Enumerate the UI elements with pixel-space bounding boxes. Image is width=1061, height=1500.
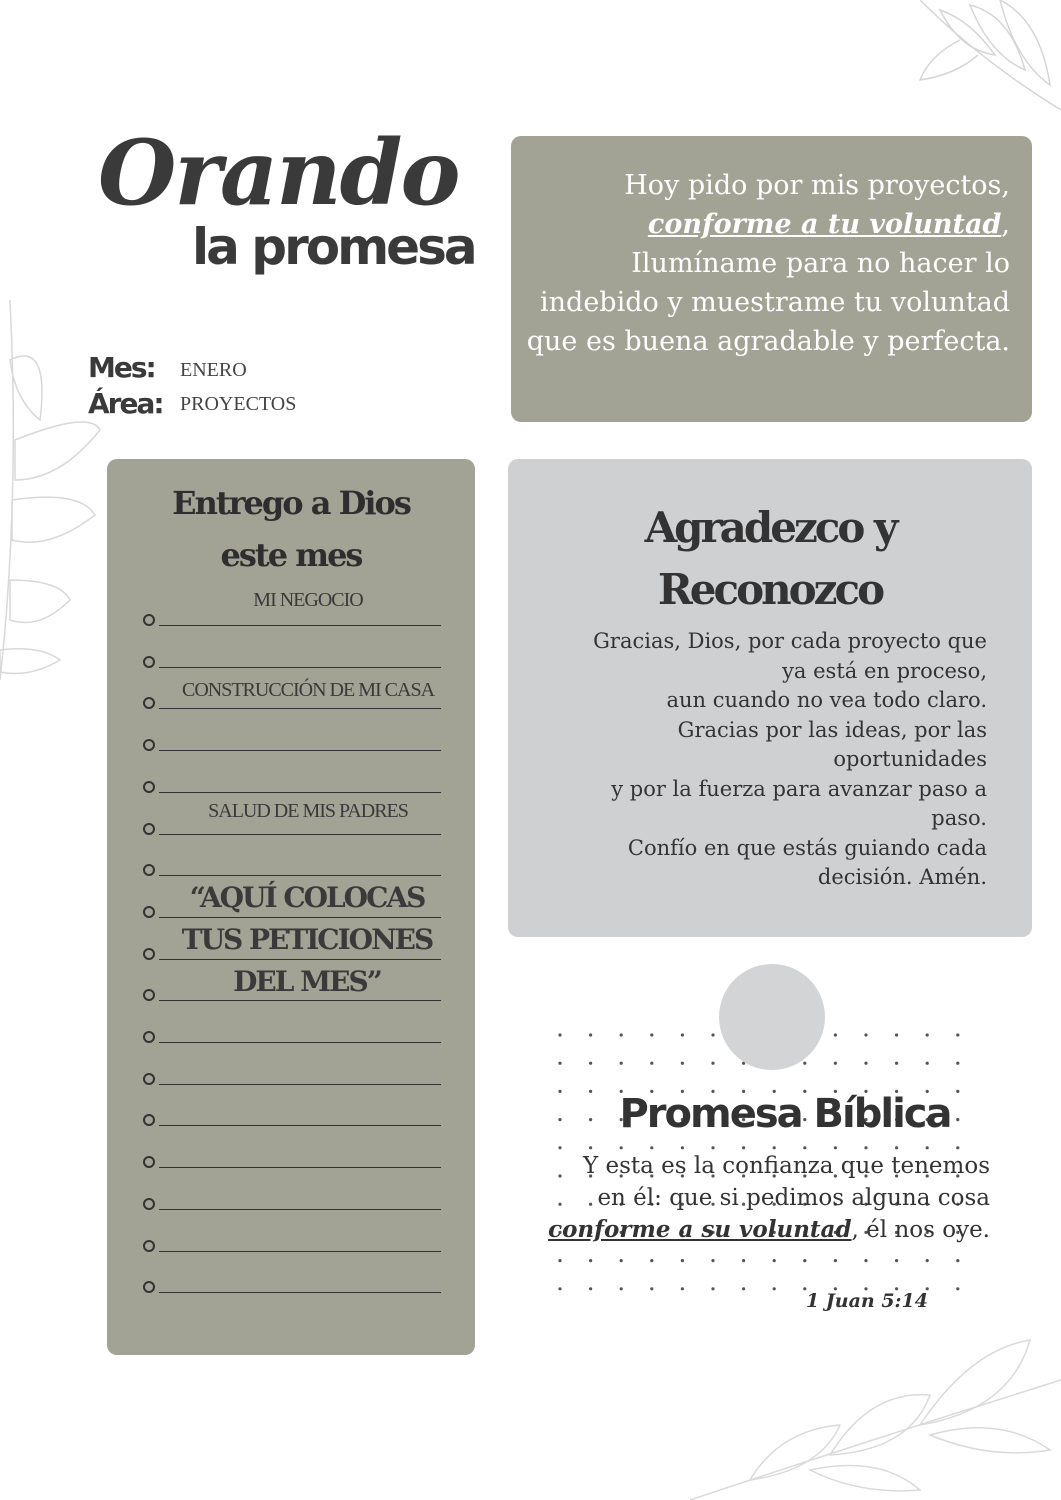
gratitude-title: Agradezco y Reconozco [644, 503, 896, 614]
grid-dot [864, 1033, 867, 1036]
grid-dot [558, 1062, 561, 1065]
grid-dot [926, 1062, 929, 1065]
writing-line [159, 1292, 441, 1293]
gratitude-line: ya está en proceso, [782, 658, 987, 683]
checkbox-circle-icon[interactable] [143, 1198, 155, 1210]
grid-dot [620, 1287, 623, 1290]
grid-dot [589, 1287, 592, 1290]
checkbox-circle-icon[interactable] [143, 906, 155, 918]
grid-dot [742, 1287, 745, 1290]
grid-dot [956, 1287, 959, 1290]
grid-dot [773, 1287, 776, 1290]
checklist-row[interactable] [143, 652, 441, 670]
gratitude-box [508, 459, 1032, 937]
writing-line [159, 834, 441, 835]
grid-dot [956, 1259, 959, 1262]
circle-decoration [719, 964, 825, 1070]
grid-dot [558, 1259, 561, 1262]
writing-line [159, 750, 441, 751]
grid-dot [895, 1259, 898, 1262]
gratitude-text [557, 627, 987, 893]
grid-dot [956, 1146, 959, 1149]
petitions-box [107, 459, 475, 1355]
grid-dot [650, 1033, 653, 1036]
checkbox-circle-icon[interactable] [143, 1073, 155, 1085]
checkbox-circle-icon[interactable] [143, 948, 155, 960]
checkbox-circle-icon[interactable] [143, 1156, 155, 1168]
grid-dot [956, 1033, 959, 1036]
checkbox-circle-icon[interactable] [143, 739, 155, 751]
grid-dot [589, 1259, 592, 1262]
gratitude-line: paso. [931, 806, 987, 830]
gratitude-line: Gracias por las ideas, por las [677, 717, 987, 742]
checklist-row[interactable] [143, 610, 441, 628]
grid-dot [711, 1287, 714, 1290]
promise-line: en él: que si pedimos alguna cosa [597, 1185, 990, 1211]
grid-dot [834, 1146, 837, 1149]
petition-entry[interactable]: MI NEGOCIO [253, 589, 363, 611]
area-value: PROYECTOS [180, 393, 297, 415]
grid-dot [650, 1287, 653, 1290]
grid-dot [589, 1146, 592, 1149]
writing-line [159, 625, 441, 626]
gratitude-line: oportunidades [833, 747, 987, 771]
checklist-row[interactable] [143, 1027, 441, 1045]
writing-line [159, 1167, 441, 1168]
checkbox-circle-icon[interactable] [143, 1240, 155, 1252]
grid-dot [834, 1259, 837, 1262]
writing-line [159, 1209, 441, 1210]
grid-dot [589, 1062, 592, 1065]
gratitude-line: Gracias, Dios, por cada proyecto que [593, 629, 987, 653]
grid-dot [620, 1033, 623, 1036]
leaf-decoration-top-right-icon [900, 0, 1061, 130]
grid-dot [711, 1146, 714, 1149]
checkbox-circle-icon[interactable] [143, 989, 155, 1001]
checkbox-circle-icon[interactable] [143, 1114, 155, 1126]
grid-dot [620, 1259, 623, 1262]
month-value: ENERO [180, 359, 247, 381]
grid-dot [620, 1062, 623, 1065]
grid-dot [926, 1259, 929, 1262]
grid-dot [558, 1146, 561, 1149]
writing-line [159, 667, 441, 668]
promise-line: Y esta es la confianza que tenemos [582, 1153, 990, 1179]
checklist-row[interactable] [143, 1277, 441, 1295]
grid-dot [681, 1033, 684, 1036]
grid-dot [681, 1146, 684, 1149]
checkbox-circle-icon[interactable] [143, 1281, 155, 1293]
gratitude-line: Confío en que estás guiando cada [627, 835, 987, 860]
prayer-emphasis: conforme a tu voluntad [647, 209, 1002, 240]
promise-emphasis: conforme a su voluntad [548, 1216, 852, 1243]
page-subtitle: la promesa [192, 218, 475, 276]
promise-text [540, 1150, 990, 1246]
petition-entry[interactable]: CONSTRUCCIÓN DE MI CASA [181, 679, 435, 701]
writing-line [159, 1125, 441, 1126]
grid-dot [803, 1146, 806, 1149]
grid-dot [773, 1146, 776, 1149]
grid-dot [650, 1062, 653, 1065]
area-label: Área: [88, 387, 163, 420]
prayer-line: indebido y muestrame tu voluntad [540, 287, 1010, 318]
grid-dot [742, 1259, 745, 1262]
grid-dot [803, 1259, 806, 1262]
grid-dot [895, 1062, 898, 1065]
grid-dot [895, 1033, 898, 1036]
checkbox-circle-icon[interactable] [143, 614, 155, 626]
checkbox-circle-icon[interactable] [143, 656, 155, 668]
promise-line: conforme a su voluntad, él nos oye. [548, 1216, 990, 1243]
petition-entry[interactable]: SALUD DE MIS PADRES [208, 800, 408, 822]
grid-dot [681, 1287, 684, 1290]
checklist-row[interactable] [143, 1236, 441, 1254]
grid-dot [681, 1062, 684, 1065]
grid-dot [773, 1259, 776, 1262]
writing-line [159, 708, 441, 709]
grid-dot [742, 1146, 745, 1149]
petitions-title: Entrego a Dios este mes [172, 484, 410, 574]
grid-dot [650, 1259, 653, 1262]
grid-dot [711, 1259, 714, 1262]
checklist-row[interactable] [143, 1069, 441, 1087]
prayer-line: Ilumíname para no hacer lo [631, 248, 1010, 279]
writing-line [159, 1042, 441, 1043]
checklist-row[interactable] [143, 860, 441, 878]
prayer-line: conforme a tu voluntad, [647, 209, 1010, 240]
grid-dot [834, 1033, 837, 1036]
petitions-instruction: “AQUÍ COLOCAS TUS PETICIONES DEL MES” [181, 881, 433, 998]
prayer-line: Hoy pido por mis proyectos, [624, 170, 1010, 201]
grid-dot [681, 1259, 684, 1262]
month-label: Mes: [88, 351, 155, 384]
grid-dot [864, 1146, 867, 1149]
page-title: Orando [98, 120, 459, 226]
grid-dot [711, 1033, 714, 1036]
grid-dot [620, 1146, 623, 1149]
checkbox-circle-icon[interactable] [143, 781, 155, 793]
grid-dot [834, 1062, 837, 1065]
checklist-row[interactable] [143, 735, 441, 753]
gratitude-line: decisión. Amén. [817, 865, 987, 889]
leaf-decoration-bottom-right-icon [690, 1320, 1061, 1500]
grid-dot [956, 1062, 959, 1065]
grid-dot [864, 1062, 867, 1065]
checklist-row[interactable] [143, 1152, 441, 1170]
prayer-line: que es buena agradable y perfecta. [526, 326, 1010, 357]
checklist-row[interactable] [143, 1110, 441, 1128]
grid-dot [589, 1033, 592, 1036]
writing-line [159, 1084, 441, 1085]
checklist-row[interactable] [143, 777, 441, 795]
grid-dot [558, 1287, 561, 1290]
gratitude-line: y por la fuerza para avanzar paso a [611, 776, 987, 801]
grid-dot [895, 1146, 898, 1149]
grid-dot [803, 1062, 806, 1065]
prayer-text [490, 166, 1010, 361]
grid-dot [650, 1146, 653, 1149]
gratitude-line: aun cuando no vea todo claro. [666, 688, 987, 712]
checklist-row[interactable] [143, 1194, 441, 1212]
checkbox-circle-icon[interactable] [143, 1031, 155, 1043]
grid-dot [558, 1033, 561, 1036]
bible-reference: 1 Juan 5:14 [805, 1290, 928, 1312]
checkbox-circle-icon[interactable] [143, 823, 155, 835]
checkbox-circle-icon[interactable] [143, 864, 155, 876]
promise-title: Promesa Bíblica [619, 1091, 951, 1137]
writing-line [159, 1251, 441, 1252]
grid-dot [711, 1062, 714, 1065]
grid-dot [864, 1259, 867, 1262]
prayer-box [511, 136, 1032, 422]
writing-line [159, 792, 441, 793]
grid-dot [926, 1146, 929, 1149]
grid-dot [926, 1033, 929, 1036]
